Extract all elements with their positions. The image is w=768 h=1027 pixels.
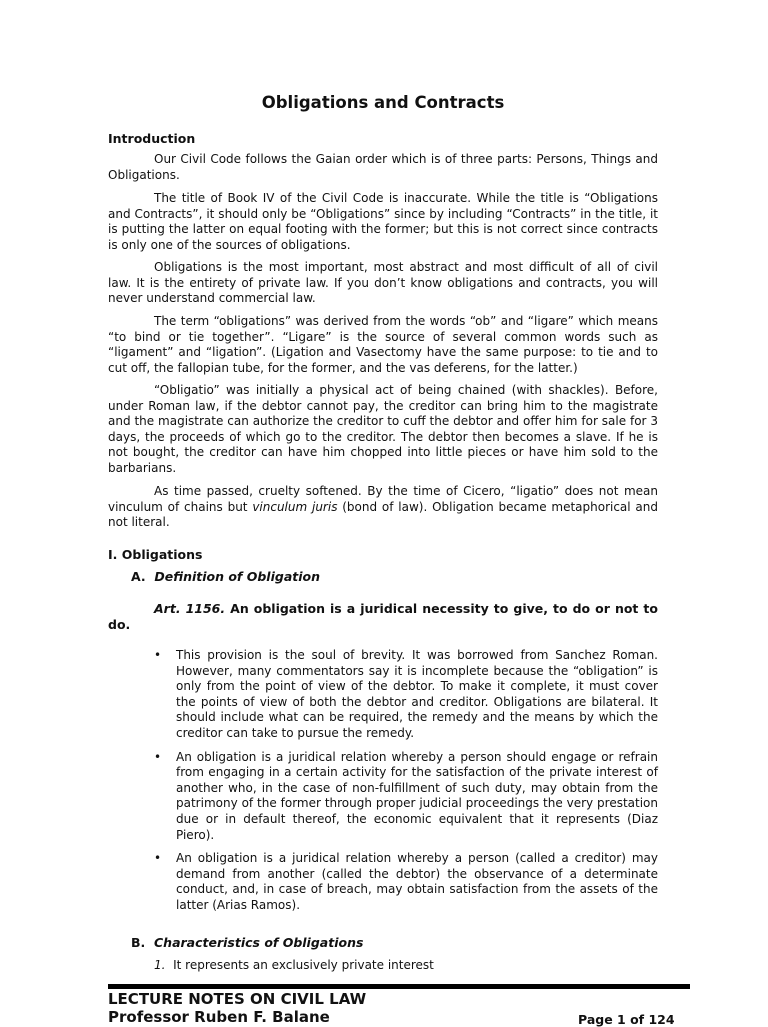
intro-paragraph-6: As time passed, cruelty softened. By the time of Cicero, “ligatio” does not mean vinculum of chains but vinculum juris (bond of law). Obligation became metaphorical and not literal. [108, 484, 658, 530]
intro-paragraph-5: “Obligatio” was initially a physical act of being chained (with shackles). Before, under Roman law, if the debtor cannot pay, the creditor can bring him to the magistrate and the magistrate can authorize the creditor to cuff the debtor and offer him for sale for 3 days, the proceeds of which go to the creditor. The debtor then becomes a slave. If he is not bought, the creditor can have him chopped into little pieces or have him sold to the barbarians. [108, 383, 658, 475]
intro-paragraph-3: Obligations is the most important, most abstract and most difficult of all of civil law. It is the entirety of private law. If you don’t know obligations and contracts, you will never understand commercial law. [108, 260, 658, 306]
intro-paragraph-1: Our Civil Code follows the Gaian order which is of three parts: Persons, Things and Obligations. [108, 152, 658, 182]
subsection-heading-definition: A. Definition of Obligation [131, 569, 320, 584]
footer-course-title: LECTURE NOTES ON CIVIL LAW [108, 990, 367, 1008]
page-number: Page 1 of 124 [578, 1012, 675, 1027]
footer-professor: Professor Ruben F. Balane [108, 1008, 330, 1026]
definition-bullet-list [154, 648, 658, 922]
list-item: • An obligation is a juridical relation whereby a person should engage or refrain from engaging in a certain activity for the satisfaction of the private interest of another who, in the case of non-fulfillment of such duty, may obtain from the patrimony of the former through proper judicial proceedings the very prestation due or in default thereof, the economic equivalent that it represents (Diaz Piero). [154, 749, 658, 842]
section-heading-obligations: I. Obligations [108, 547, 203, 562]
latin-term: vinculum juris [252, 499, 338, 514]
bullet-icon: • [154, 749, 162, 764]
article-1156: Art. 1156. An obligation is a juridical necessity to give, to do or not to do. [108, 601, 658, 632]
intro-paragraph-2: The title of Book IV of the Civil Code is inaccurate. While the title is “Obligations and Contracts”, it should only be “Obligations” since by including “Contracts” in the title, it is putting the latter on equal footing with the former; but this is not correct since contracts is only one of the sources of obligations. [108, 191, 658, 252]
characteristic-item-1: 1. It represents an exclusively private interest [154, 958, 434, 972]
bullet-icon: • [154, 648, 162, 662]
intro-paragraph-4: The term “obligations” was derived from the words “ob” and “ligare” which means “to bind or tie together”. “Ligare” is the source of several common words such as “ligament” and “ligation”. (Ligation and Vasectomy have the same purpose: to tie and to cut off, the fallopian tube, for the former, and the vas deferens, for the latter.) [108, 314, 658, 375]
subsection-heading-characteristics: B. Characteristics of Obligations [131, 935, 364, 950]
list-item: • An obligation is a juridical relation whereby a person (called a creditor) may demand from another (called the debtor) the observance of a determinate conduct, and, in case of breach, may obtain satisfaction from the assets of the latter (Arias Ramos). [154, 851, 658, 912]
list-item: • This provision is the soul of brevity. It was borrowed from Sanchez Roman. However, many commentators say it is incomplete because the “obligation” is only from the point of view of the debtor. To make it complete, it must cover the points of view of both the debtor and creditor. Obligations are bilateral. It should include what can be required, the remedy and the means by which the creditor can take to pursue the remedy. [154, 648, 658, 740]
article-label: Art. 1156. [154, 601, 226, 616]
page-title: Obligations and Contracts [261, 93, 505, 112]
footer-divider [108, 984, 690, 989]
intro-heading: Introduction [108, 131, 196, 146]
bullet-icon: • [154, 851, 162, 866]
